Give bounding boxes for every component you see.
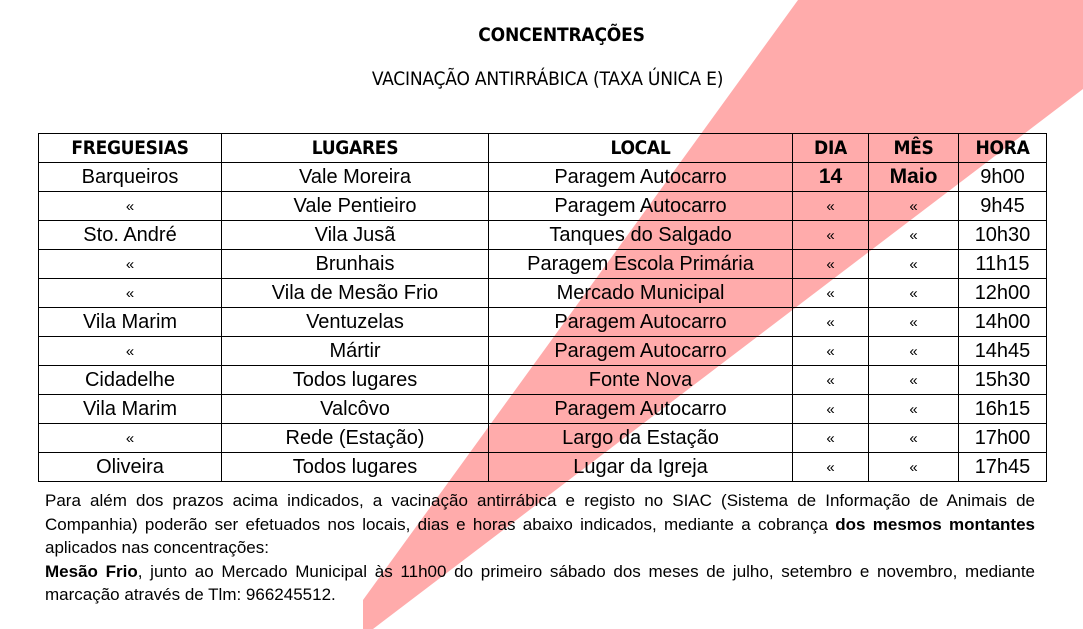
cell-lugar: Vale Pentieiro xyxy=(222,192,489,221)
cell-hora: 9h45 xyxy=(959,192,1047,221)
cell-dia: « xyxy=(793,308,869,337)
cell-hora: 9h00 xyxy=(959,163,1047,192)
cell-lugar: Mártir xyxy=(222,337,489,366)
header-local: LOCAL xyxy=(489,134,793,163)
cell-dia: « xyxy=(793,279,869,308)
table-row xyxy=(39,308,1047,337)
cell-dia: « xyxy=(793,366,869,395)
header-lugares: LUGARES xyxy=(222,134,489,163)
cell-freguesia: « xyxy=(39,250,222,279)
cell-local: Paragem Autocarro xyxy=(489,192,793,221)
cell-dia: « xyxy=(793,395,869,424)
cell-freguesia: Vila Marim xyxy=(39,308,222,337)
notes-location-name: Mesão Frio xyxy=(45,561,138,581)
cell-mes: « xyxy=(869,250,959,279)
table-row xyxy=(39,250,1047,279)
cell-freguesia: « xyxy=(39,424,222,453)
notes-location-text: , junto ao Mercado Municipal às 11h00 do primeiro sábado dos meses de julho, setembro e novembro, mediante marcação através de Tlm: 966245512. xyxy=(45,561,1035,605)
cell-hora: 14h45 xyxy=(959,337,1047,366)
cell-local: Paragem Autocarro xyxy=(489,308,793,337)
cell-dia: « xyxy=(793,453,869,482)
cell-local: Fonte Nova xyxy=(489,366,793,395)
cell-mes: Maio xyxy=(869,163,959,192)
cell-lugar: Vila de Mesão Frio xyxy=(222,279,489,308)
cell-freguesia: Vila Marim xyxy=(39,395,222,424)
cell-local: Paragem Escola Primária xyxy=(489,250,793,279)
notes-emphasis: dos mesmos montantes xyxy=(835,514,1035,534)
table-row xyxy=(39,453,1047,482)
cell-mes: « xyxy=(869,221,959,250)
cell-lugar: Brunhais xyxy=(222,250,489,279)
table-header-row xyxy=(39,134,1047,163)
notes-text-tail: aplicados nas concentrações: xyxy=(45,538,269,558)
cell-dia: « xyxy=(793,250,869,279)
document-title: CONCENTRAÇÕES xyxy=(478,24,645,46)
cell-freguesia: « xyxy=(39,337,222,366)
notes-text: Para além dos prazos acima indicados, a vacinação antirrábica e registo no SIAC (Sistema de Informação de Animais de Companhia) poderão ser efetuados nos locais, dias e horas abaixo indicados, mediante a cobrança xyxy=(45,491,1035,534)
notes-section xyxy=(45,489,1035,607)
cell-mes: « xyxy=(869,192,959,221)
header-freguesias: FREGUESIAS xyxy=(39,134,222,163)
cell-local: Mercado Municipal xyxy=(489,279,793,308)
notes-paragraph-2 xyxy=(45,560,1035,607)
cell-hora: 16h15 xyxy=(959,395,1047,424)
cell-lugar: Ventuzelas xyxy=(222,308,489,337)
cell-hora: 10h30 xyxy=(959,221,1047,250)
cell-freguesia: Sto. André xyxy=(39,221,222,250)
table-row xyxy=(39,192,1047,221)
cell-hora: 12h00 xyxy=(959,279,1047,308)
cell-local: Tanques do Salgado xyxy=(489,221,793,250)
table-row xyxy=(39,366,1047,395)
cell-mes: « xyxy=(869,337,959,366)
cell-mes: « xyxy=(869,308,959,337)
cell-lugar: Vila Jusã xyxy=(222,221,489,250)
cell-local: Paragem Autocarro xyxy=(489,395,793,424)
table-row xyxy=(39,279,1047,308)
table-row xyxy=(39,337,1047,366)
cell-lugar: Todos lugares xyxy=(222,366,489,395)
cell-mes: « xyxy=(869,366,959,395)
cell-hora: 17h45 xyxy=(959,453,1047,482)
table-body xyxy=(39,163,1047,482)
cell-local: Paragem Autocarro xyxy=(489,163,793,192)
cell-hora: 11h15 xyxy=(959,250,1047,279)
cell-lugar: Vale Moreira xyxy=(222,163,489,192)
notes-paragraph-1 xyxy=(45,489,1035,560)
cell-mes: « xyxy=(869,395,959,424)
cell-lugar: Rede (Estação) xyxy=(222,424,489,453)
cell-lugar: Todos lugares xyxy=(222,453,489,482)
cell-local: Largo da Estação xyxy=(489,424,793,453)
cell-lugar: Valcôvo xyxy=(222,395,489,424)
header-hora: HORA xyxy=(959,134,1047,163)
vaccination-schedule-table xyxy=(38,133,1047,482)
cell-mes: « xyxy=(869,279,959,308)
table-row xyxy=(39,163,1047,192)
cell-freguesia: Oliveira xyxy=(39,453,222,482)
cell-freguesia: Cidadelhe xyxy=(39,366,222,395)
cell-freguesia: « xyxy=(39,192,222,221)
cell-dia: 14 xyxy=(793,163,869,192)
cell-local: Paragem Autocarro xyxy=(489,337,793,366)
cell-local: Lugar da Igreja xyxy=(489,453,793,482)
cell-dia: « xyxy=(793,424,869,453)
header-mes: MÊS xyxy=(869,134,959,163)
cell-freguesia: « xyxy=(39,279,222,308)
cell-mes: « xyxy=(869,424,959,453)
cell-dia: « xyxy=(793,337,869,366)
table-row xyxy=(39,424,1047,453)
cell-hora: 15h30 xyxy=(959,366,1047,395)
cell-dia: « xyxy=(793,192,869,221)
cell-mes: « xyxy=(869,453,959,482)
table-row xyxy=(39,395,1047,424)
cell-freguesia: Barqueiros xyxy=(39,163,222,192)
document-subtitle: VACINAÇÃO ANTIRRÁBICA (TAXA ÚNICA E) xyxy=(371,68,724,90)
cell-hora: 17h00 xyxy=(959,424,1047,453)
table-row xyxy=(39,221,1047,250)
cell-hora: 14h00 xyxy=(959,308,1047,337)
header-dia: DIA xyxy=(793,134,869,163)
cell-dia: « xyxy=(793,221,869,250)
